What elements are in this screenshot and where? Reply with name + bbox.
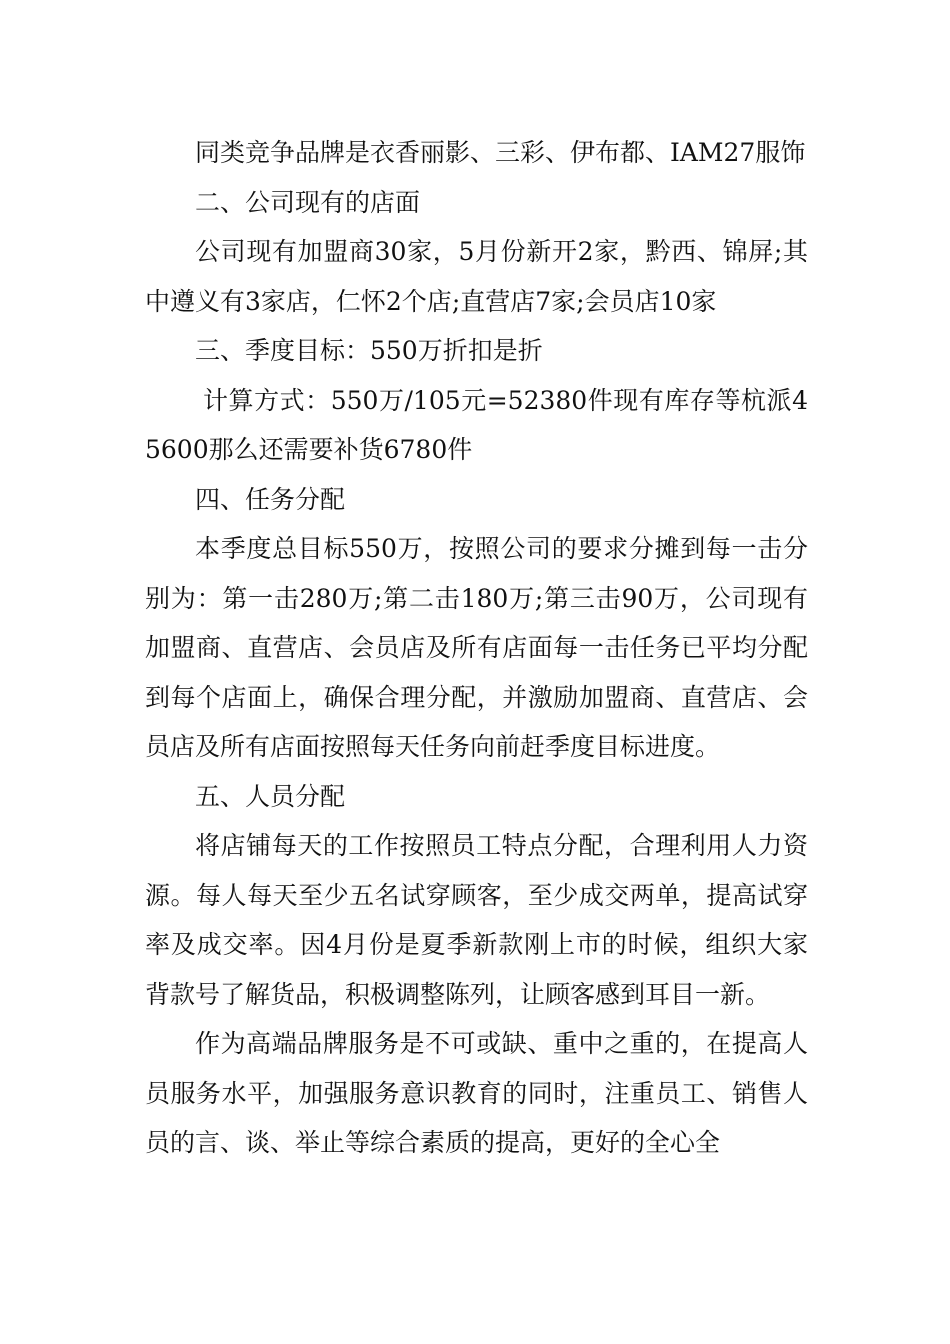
heading-quarterly-target: 三、季度目标：550万折扣是折 [195, 336, 543, 365]
paragraph-store-count: 公司现有加盟商30家，5月份新开2家，黔西、锦屏;其中遵义有3家店，仁怀2个店;直营店7家;会员店10家 [145, 237, 808, 316]
paragraph-staff-allocation: 将店铺每天的工作按照员工特点分配，合理利用人力资源。每人每天至少五名试穿顾客，至少成交两单，提高试穿率及成交率。因4月份是夏季新款刚上市的时候，组织大家背款号了解货品，积极调整陈列，让顾客感到耳目一新。 [145, 831, 808, 1009]
paragraph-task-allocation: 本季度总目标550万，按照公司的要求分摊到每一击分别为：第一击280万;第二击180万;第三击90万，公司现有加盟商、直营店、会员店及所有店面每一击任务已平均分配到每个店面上，确保合理分配，并激励加盟商、直营店、会员店及所有店面按照每天任务向前赶季度目标进度。 [145, 534, 808, 761]
heading-task-allocation: 四、任务分配 [195, 484, 346, 514]
paragraph-service: 作为高端品牌服务是不可或缺、重中之重的，在提高人员服务水平，加强服务意识教育的同时，注重员工、销售人员的言、谈、举止等综合素质的提高，更好的全心全 [145, 1029, 808, 1157]
heading-staff-allocation: 五、人员分配 [195, 781, 346, 811]
paragraph-calculation: 计算方式：550万/105元=52380件现有库存等杭派45600那么还需要补货6780件 [145, 385, 808, 464]
paragraph-competitors: 同类竞争品牌是衣香丽影、三彩、伊布都、IAM27服饰 [195, 138, 806, 167]
heading-existing-stores: 二、公司现有的店面 [195, 187, 421, 217]
document-body [145, 128, 808, 1168]
